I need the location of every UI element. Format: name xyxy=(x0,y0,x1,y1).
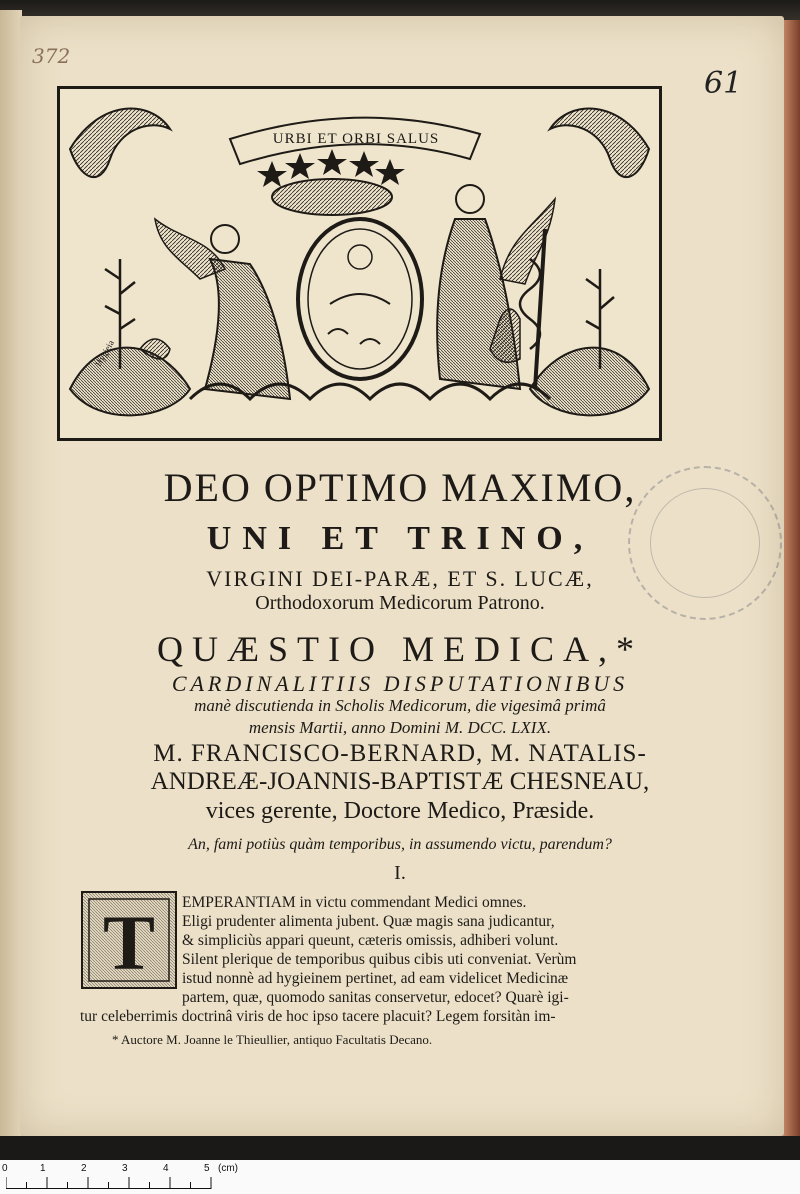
ruler-tick-label: 2 xyxy=(81,1163,87,1174)
question-line: An, fami potiùs quàm temporibus, in assumendo victu, parendum? xyxy=(188,836,612,853)
coat-of-arms-shield xyxy=(298,219,422,379)
date-line: mensis Martii, anno Domini M. DCC. LXIX. xyxy=(248,718,552,737)
names-line-1: M. FRANCISCO-BERNARD, M. NATALIS- xyxy=(153,740,647,767)
scale-ruler xyxy=(0,1160,800,1194)
banner-motto-text: URBI ET ORBI SALUS xyxy=(272,131,440,147)
ruler-tick-label: 3 xyxy=(122,1163,128,1174)
dedication-line-4: Orthodoxorum Medicorum Patrono. xyxy=(255,592,545,614)
body-line: Silent plerique de temporibus quibus cibis uti conveniat. Verùm xyxy=(182,951,577,968)
names-line-2: ANDREÆ-JOANNIS-BAPTISTÆ CHESNEAU, xyxy=(150,768,650,795)
vices-line: vices gerente, Doctore Medico, Præside. xyxy=(205,798,595,824)
body-line: Eligi prudenter alimenta jubent. Quæ magis sana judicantur, xyxy=(182,913,555,930)
body-line: partem, quæ, quomodo sanitas conservetur, edocet? Quarè igi- xyxy=(182,989,569,1006)
ruler-unit: (cm) xyxy=(218,1163,238,1174)
cardinalitiis-line: CARDINALITIIS DISPUTATIONIBUS xyxy=(171,671,629,696)
section-number: I. xyxy=(394,862,406,884)
body-line: EMPERANTIAM in victu commendant Medici omnes. xyxy=(182,894,527,911)
body-line: & simpliciùs appari queunt, cæteris omissis, adhiberi volunt. xyxy=(182,932,559,949)
dedication-line-2: UNI ET TRINO, xyxy=(206,520,594,557)
ruler-tick-label: 5 xyxy=(204,1163,210,1174)
woodcut-illustration xyxy=(57,86,662,441)
scan-bottom-edge xyxy=(0,1136,800,1160)
scroll-inscription: Hygieia xyxy=(93,338,116,368)
dropcap-letter: T xyxy=(102,899,156,986)
footnote: * Auctore M. Joanne le Thieullier, antiquo Facultatis Decano. xyxy=(112,1032,433,1047)
body-line: istud nonnè ad hygieinem pertinet, ad eam videlicet Medicinæ xyxy=(182,970,569,987)
quaestio-title: QUÆSTIO MEDICA,* xyxy=(157,629,643,669)
body-line: tur celeberrimis doctrinâ viris de hoc ipso tacere placuit? Legem forsitàn im- xyxy=(80,1008,556,1025)
dedication-line-3: VIRGINI DEI-PARÆ, ET S. LUCÆ, xyxy=(206,566,594,591)
dropcap-ornament xyxy=(81,891,177,989)
ruler-tick-label: 4 xyxy=(163,1163,169,1174)
discutienda-line: manè discutienda in Scholis Medicorum, die vigesimâ primâ xyxy=(194,696,606,715)
woodcut-engraving xyxy=(60,89,659,438)
crown xyxy=(272,179,392,215)
right-angel-head xyxy=(456,185,484,213)
library-stamp xyxy=(628,466,782,620)
ruler-tick-label: 0 xyxy=(2,1163,8,1174)
left-angel-head xyxy=(211,225,239,253)
folio-number: 61 xyxy=(704,66,743,101)
dropcap-engraving xyxy=(83,893,175,987)
dedication-line-1: DEO OPTIMO MAXIMO, xyxy=(163,465,637,510)
ruler-tick-label: 1 xyxy=(40,1163,46,1174)
pencil-annotation: 372 xyxy=(32,44,71,68)
ruler-ticks xyxy=(6,1177,216,1189)
